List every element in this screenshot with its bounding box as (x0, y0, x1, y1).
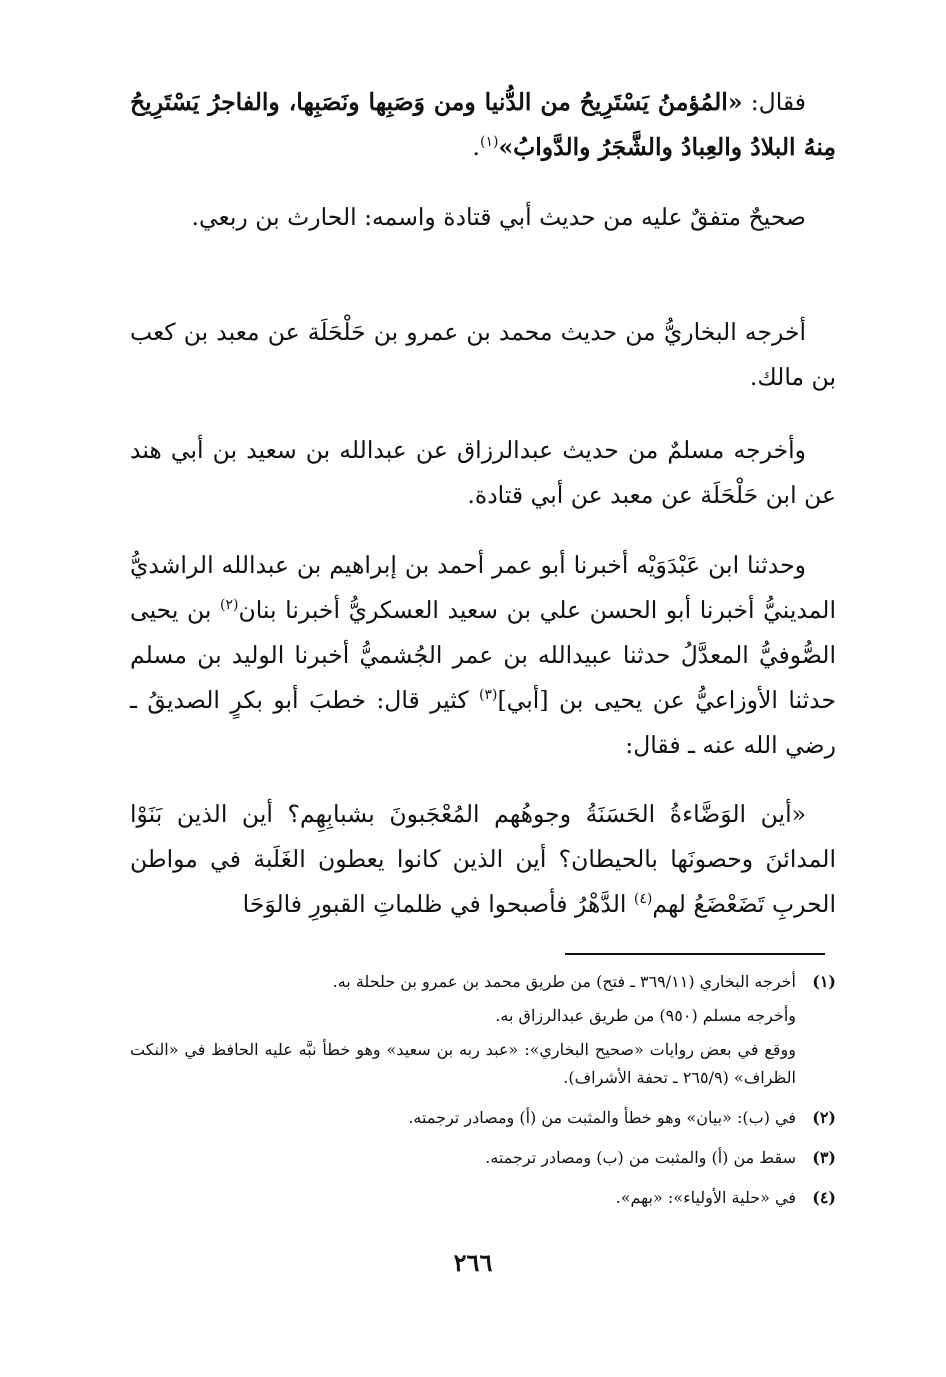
footnote-line: أخرجه البخاري (٣٦٩/١١ ـ فتح) من طريق محمد بن عمرو بن حلحلة به. (332, 972, 796, 991)
footnote-2 (130, 1104, 836, 1138)
footnote-line: وأخرجه مسلم (٩٥٠) من طريق عبدالرزاق به. (495, 1006, 796, 1025)
footnote-number: (١) (812, 972, 836, 991)
isnad-part-3: كثير قال: خطبَ أبو بكرٍ الصديقُ ـ رضي الله عنه ـ فقال: (130, 686, 836, 759)
footnote-marker-2: (٢) (220, 597, 239, 614)
sermon-part-2: الدَّهْرُ فأصبحوا في ظلماتِ القبورِ فالوَحَا (242, 890, 634, 918)
footnote-line: في «حلية الأولياء»: «بهم». (615, 1188, 796, 1207)
paragraph-sermon (130, 792, 836, 927)
footnote-marker-1: (١) (479, 134, 499, 151)
footnote-line: ووقع في بعض روايات «صحيح البخاري»: «عبد ربه بن سعيد» وهو خطأ نبَّه عليه الحافظ في «النكت الظراف» (٢٦٥/٩ ـ تحفة الأشراف). (130, 1040, 796, 1087)
paragraph-tail: . (472, 133, 480, 161)
footnote-4 (130, 1184, 836, 1218)
footnote-marker-4: (٤) (633, 891, 653, 908)
footnote-number: (٤) (812, 1188, 836, 1207)
footnotes (130, 968, 836, 1224)
page-number: ٢٦٦ (453, 1248, 493, 1277)
paragraph-authentication (130, 195, 836, 240)
paragraph-text: أخرجه البخاريُّ من حديث محمد بن عمرو بن حَلْحَلَة عن معبد بن كعب بن مالك. (130, 318, 836, 391)
footnote-3 (130, 1144, 836, 1178)
paragraph-text: صحيحٌ متفقٌ عليه من حديث أبي قتادة واسمه: الحارث بن ربعي. (191, 203, 806, 231)
footnote-line: في (ب): «بيان» وهو خطأ والمثبت من (أ) ومصادر ترجمته. (408, 1108, 796, 1127)
footnote-line: سقط من (أ) والمثبت من (ب) ومصادر ترجمته. (485, 1148, 796, 1167)
footnote-number: (٣) (812, 1148, 836, 1167)
paragraph-muslim-source (130, 428, 836, 518)
footnote-1 (130, 968, 836, 1098)
paragraph-hadith-quote (130, 80, 836, 170)
isnad-part-1: وحدثنا ابن عَبْدَوَيْه أخبرنا أبو عمر أحمد بن إبراهيم بن عبدالله الراشديُّ المدينيُّ أخبرنا أبو الحسن علي بن سعيد العسكريُّ أخبرنا بنان (130, 551, 836, 624)
paragraph-lead: فقال: (742, 88, 806, 116)
paragraph-isnad (130, 543, 836, 768)
paragraph-bukhari-source (130, 310, 836, 400)
paragraph-text: وأخرجه مسلمٌ من حديث عبدالرزاق عن عبدالله بن سعيد بن أبي هند عن ابن حَلْحَلَة عن معبد عن أبي قتادة. (130, 436, 836, 509)
hadith-quote: «المُؤمنُ يَسْتَرِيحُ من الدُّنيا ومن وَصَبِها ونَصَبِها، والفاجرُ يَسْتَرِيحُ مِنهُ البلادُ والعِبادُ والشَّجَرُ والدَّوابُ» (130, 88, 836, 161)
footnote-number: (٢) (812, 1108, 836, 1127)
footnote-separator (565, 953, 825, 955)
footnote-marker-3: (٣) (479, 687, 498, 704)
isnad-part-2: بن يحيى الصُّوفيُّ المعدَّلُ حدثنا عبيدالله بن عمر الجُشميُّ أخبرنا الوليد بن مسلم حدثنا الأوزاعيُّ عن يحيى بن [أبي] (130, 596, 836, 714)
sermon-part-1: «أين الوَضَّاءةُ الحَسَنَةُ وجوهُهم المُعْجَبونَ بشبابِهِم؟ أين الذين بَنَوْا المدائنَ وحصونَها بالحيطان؟ أين الذين كانوا يعطون الغَلَبة في مواطن الحربِ تَضَعْضَعُ لهم (130, 800, 836, 918)
